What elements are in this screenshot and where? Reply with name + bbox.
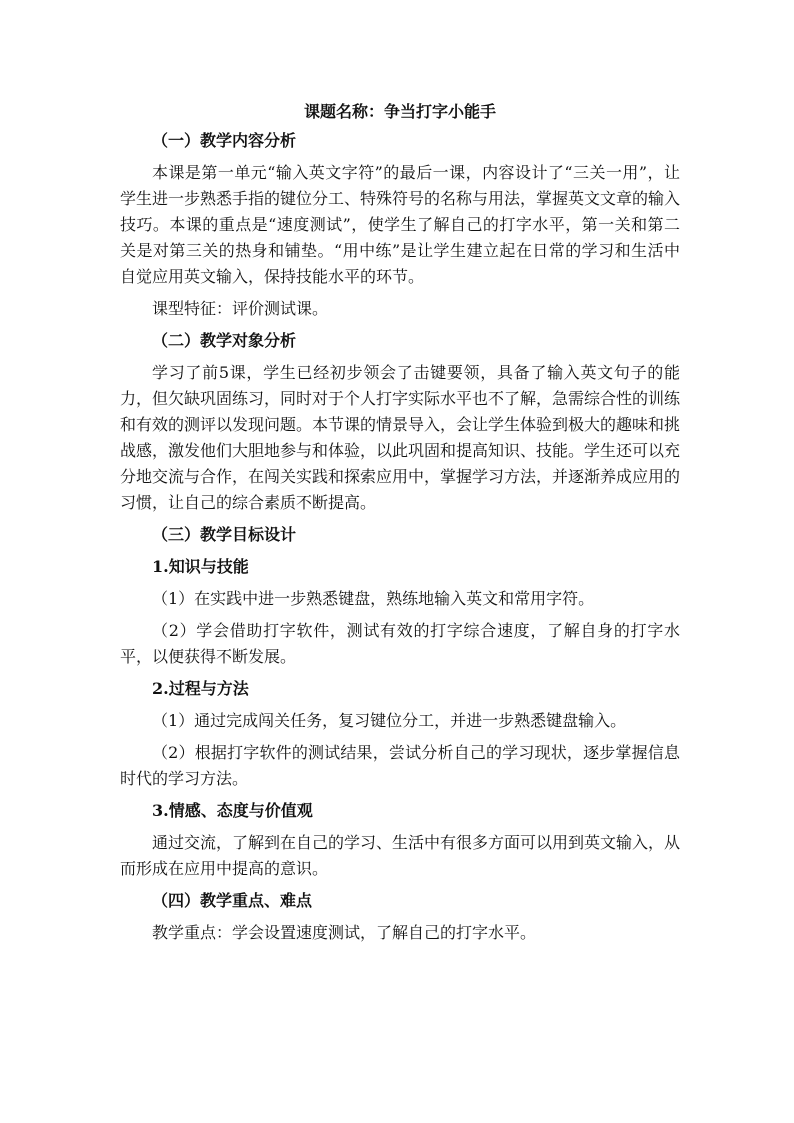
- paragraph: （2）学会借助打字软件，测试有效的打字综合速度，了解自身的打字水平，以便获得不断发展。: [120, 621, 680, 666]
- subsection-heading: 2.过程与方法: [152, 679, 249, 698]
- paragraph: 课型特征：评价测试课。: [152, 299, 329, 318]
- subsection-heading: 1.知识与技能: [152, 557, 249, 576]
- section-content-analysis: [120, 128, 680, 322]
- section-key-points: [120, 888, 680, 946]
- paragraph: （1）通过完成闯关任务，复习键位分工，并进一步熟悉键盘输入。: [152, 711, 627, 730]
- paragraph: 通过交流，了解到在自己的学习、生活中有很多方面可以用到英文输入，从而形成在应用中提高的意识。: [120, 833, 681, 878]
- paragraph: 教学重点：学会设置速度测试，了解自己的打字水平。: [152, 923, 537, 942]
- section-audience-analysis: [120, 328, 680, 516]
- section-heading: （二）教学对象分析: [152, 331, 297, 350]
- paragraph: （2）根据打字软件的测试结果，尝试分析自己的学习现状，逐步掌握信息时代的学习方法。: [120, 743, 680, 788]
- paragraph: 本课是第一单元“输入英文字符”的最后一课，内容设计了“三关一用”，让学生进一步熟悉手指的键位分工、特殊符号的名称与用法，掌握英文文章的输入技巧。本课的重点是“速度测试”，使学生了解自己的打字水平，第一关和第二关是对第三关的热身和铺垫。“用中练”是让学生建立起在日常的学习和生活中自觉应用英文输入，保持技能水平的环节。: [120, 163, 681, 286]
- document-title: 课题名称：争当打字小能手: [303, 102, 496, 121]
- section-heading: （四）教学重点、难点: [152, 891, 313, 910]
- section-heading: （三）教学目标设计: [152, 525, 297, 544]
- paragraph: 学习了前5课，学生已经初步领会了击键要领，具备了输入英文句子的能力，但欠缺巩固练习，同时对于个人打字实际水平也不了解，急需综合性的训练和有效的测评以发现问题。本节课的情景导入，会让学生体验到极大的趣味和挑战感，激发他们大胆地参与和体验，以此巩固和提高知识、技能。学生还可以充分地交流与合作，在闯关实践和探索应用中，掌握学习方法，并逐渐养成应用的习惯，让自己的综合素质不断提高。: [120, 363, 681, 512]
- document-body: [120, 100, 680, 952]
- subsection-heading: 3.情感、态度与价值观: [152, 801, 313, 820]
- paragraph: （1）在实践中进一步熟悉键盘，熟练地输入英文和常用字符。: [152, 589, 595, 608]
- section-heading: （一）教学内容分析: [152, 131, 297, 150]
- section-objectives: [120, 522, 680, 882]
